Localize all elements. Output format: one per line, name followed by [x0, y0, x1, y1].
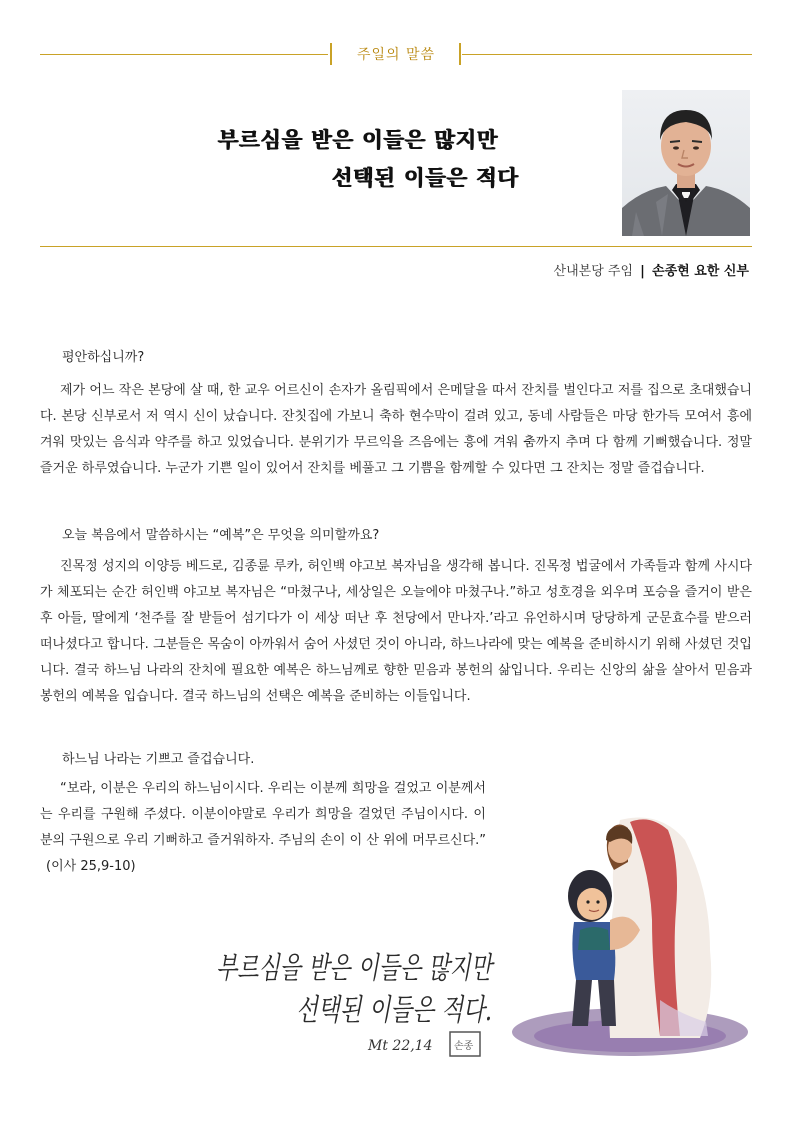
paragraph-2 — [40, 554, 752, 710]
byline-role: 산내본당 주임 — [553, 264, 633, 279]
section-label: 주일의 말씀 — [356, 47, 436, 63]
scripture-quote — [40, 776, 486, 880]
paragraph-1-text: 제가 어느 작은 본당에 살 때, 한 교우 어르신이 손자가 올림픽에서 은메달을 따서 잔치를 벌인다고 저를 집으로 초대했습니다. 본당 신부로서 저 역시 신이 났습니다. 잔칫집에 가보니 축하 현수막이 걸려 있고, 동네 사람들은 마당 한가득 모여서 흥에 겨워 맛있는 음식과 약주를 하고 있었습니다. 분위기가 무르익을 즈음에는 흥에 겨워 춤까지 추며 다 함께 기뻐했습니다. 정말 즐거운 하루였습니다. 누군가 기쁜 일이 있어서 잔치를 베풀고 그 기쁨을 함께할 수 있다면 그 잔치는 정말 즐겁습니다. — [40, 383, 752, 476]
calligraphy-line-2: 선택된 이들은 적다. — [296, 993, 492, 1028]
byline-name: 손종현 요한 신부 — [652, 264, 749, 279]
seal-stamp-text: 손종 — [454, 1041, 474, 1052]
byline-separator: | — [640, 264, 645, 279]
author-portrait — [622, 90, 750, 236]
paragraph-2-text: 진목정 성지의 이양등 베드로, 김종륜 루카, 허인백 야고보 복자님을 생각해 봅니다. 진목정 법굴에서 가족들과 함께 사시다가 체포되는 순간 허인백 야고보 복자님은 “마쳤구나, 세상일은 오늘에야 마쳤구나.”하고 성호경을 외우며 포승을 즐거이 받은 후 아들, 딸에게 ‘천주를 잘 받들어 섬기다가 이 세상 떠난 후 천당에서 만나자.’라고 유언하시며 당당하게 군문효수를 받으러 떠나셨다고 합니다. 그분들은 목숨이 아까워서 숨어 사셨던 것이 아니라, 하느나라에 맞는 예복을 준비하시기 위해 사셨던 것입니다. 결국 하느님 나라의 잔치에 필요한 예복은 하느님께로 향한 믿음과 봉헌의 삶입니다. 우리는 신앙의 삶을 살아서 믿음과 봉헌의 예복을 입습니다. 결국 하느님의 선택은 예복을 준비하는 이들입니다. — [40, 559, 752, 704]
title-line-2: 선택된 이들은 적다 — [332, 166, 519, 190]
scripture-quote-ref: (이사 25,9-10) — [46, 859, 136, 874]
jesus-embracing-child-illustration — [510, 800, 754, 1055]
header-tick-left — [330, 43, 332, 65]
header-rule-left — [40, 54, 328, 55]
header-rule-right — [462, 54, 752, 55]
heading-2: 오늘 복음에서 말씀하시는 “예복”은 무엇을 의미할까요? — [62, 528, 380, 543]
calligraphy-ref: Mt 22,14 — [368, 1038, 433, 1054]
calligraphy-artwork — [210, 932, 500, 1062]
byline — [554, 260, 749, 279]
heading-3: 하느님 나라는 기쁘고 즐겁습니다. — [62, 752, 255, 767]
title-divider — [40, 246, 752, 247]
calligraphy-line-1: 부르심을 받은 이들은 많지만 — [216, 951, 495, 986]
scripture-quote-text: “보라, 이분은 우리의 하느님이시다. 우리는 이분께 희망을 걸었고 이분께서는 우리를 구원해 주셨다. 이분이야말로 우리가 희망을 걸었던 주님이시다. 이분의 구원으로 우리 기뻐하고 즐거워하자. 주님의 손이 이 산 위에 머무르신다.” — [40, 781, 486, 848]
header-tick-right — [459, 43, 461, 65]
greeting: 평안하십니까? — [62, 350, 145, 365]
paragraph-1 — [40, 378, 752, 482]
title-line-1: 부르심을 받은 이들은 많지만 — [218, 128, 499, 152]
